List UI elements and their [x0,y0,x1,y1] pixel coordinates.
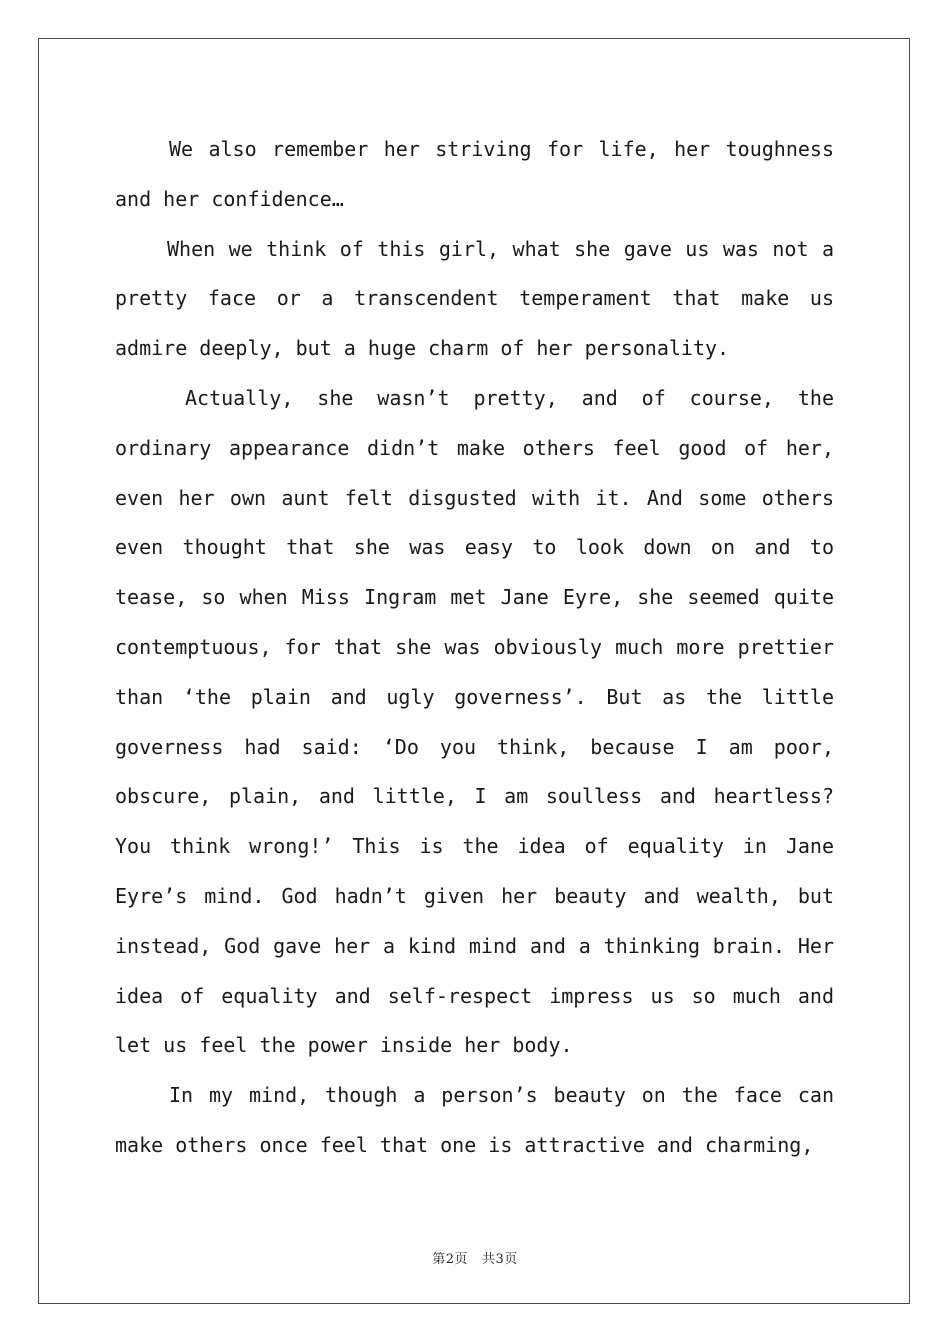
page-total: 共3页 [482,1252,518,1267]
paragraph-3: Actually, she wasn’t pretty, and of course, the ordinary appearance didn’t make others feel good of her, even her own aunt felt disgusted with it. And some others even thought that she was easy to look down on and to tease, so when Miss Ingram met Jane Eyre, she seemed quite contemptuous, for that she was obviously much more prettier than ‘the plain and ugly governess’. But as the little governess had said: ‘Do you think, because I am poor, obscure, plain, and little, I am soulless and heartless? You think wrong!’ This is the idea of equality in Jane Eyre’s mind. God hadn’t given her beauty and wealth, but instead, God gave her a kind mind and a thinking brain. Her idea of equality and self-respect impress us so much and let us feel the power inside her body. [115,385,834,1058]
paragraph-4: In my mind, though a person’s beauty on the face can make others once feel that one is attractive and charming, [115,1083,834,1157]
page-footer [0,1248,950,1267]
paragraph-2: When we think of this girl, what she gave us was not a pretty face or a transcendent temperament that make us admire deeply, but a huge charm of her personality. [115,236,834,361]
paragraph-1: We also remember her striving for life, her toughness and her confidence… [115,137,834,211]
page-number: 第2页 [432,1252,468,1267]
document-body [115,125,834,1171]
